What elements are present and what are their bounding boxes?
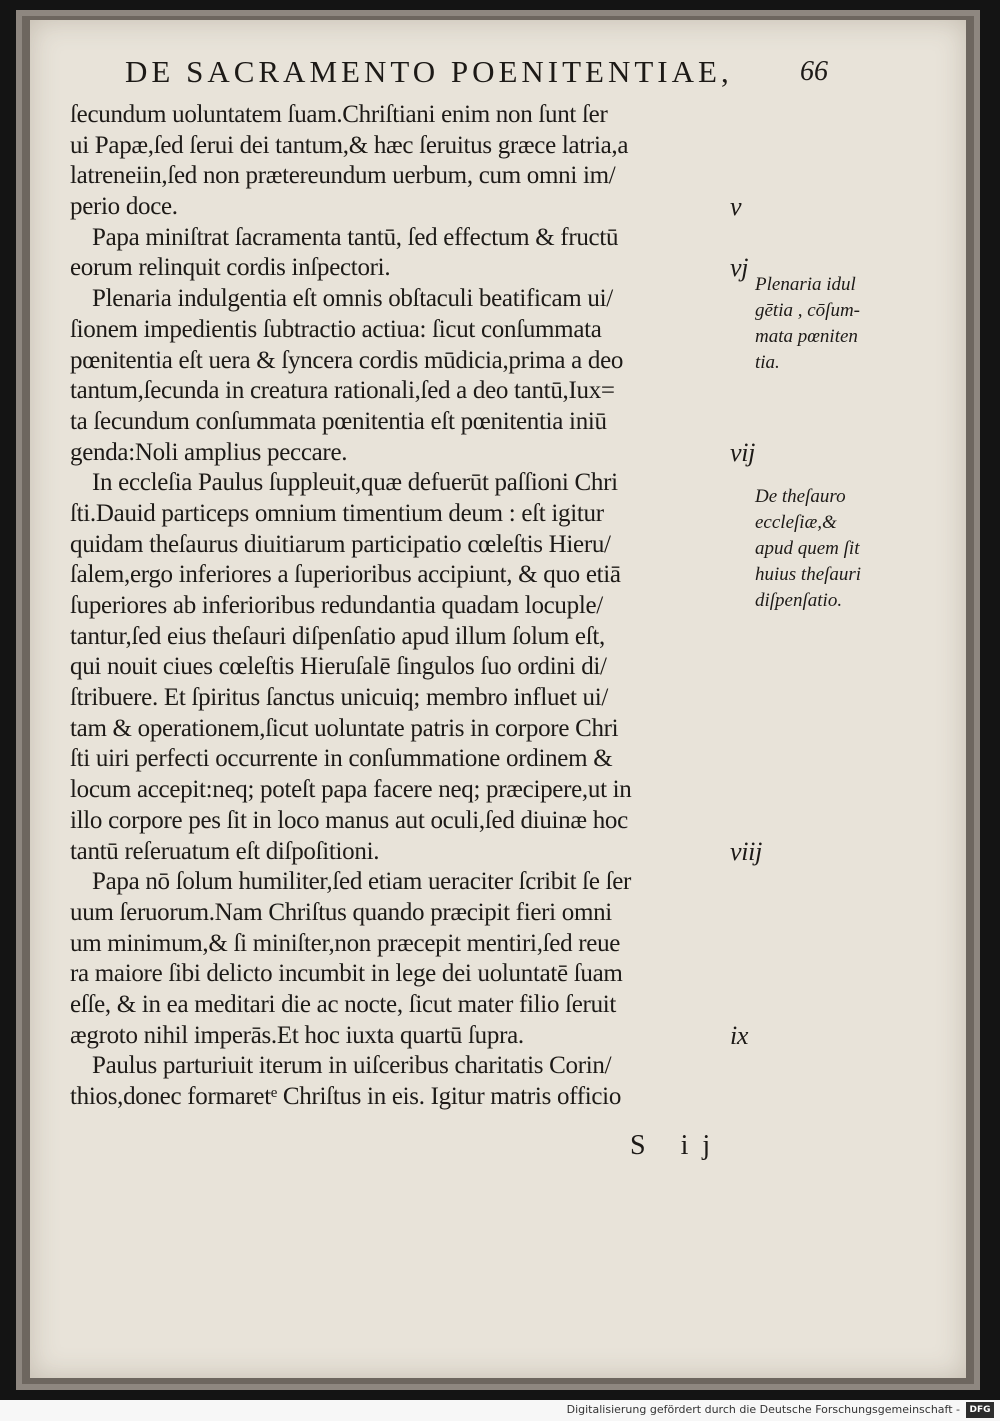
text-line: [70, 223, 790, 254]
text-line: [70, 253, 790, 284]
text-line-content: quidam theſaurus diuitiarum participatio cœleſtis Hieru/: [70, 530, 611, 558]
text-line-content: ſionem impedientis ſubtractio actiua: ſicut conſummata: [70, 315, 602, 343]
section-numeral: viij: [730, 836, 763, 866]
text-line: [70, 837, 790, 868]
text-line-content: thios,donec formaretᵉ Chriſtus in eis. Igitur matris officio: [70, 1083, 622, 1110]
text-line-content: ra maiore ſibi delicto incumbit in lege dei uoluntatē ſuam: [70, 960, 623, 988]
text-line-content: ſtribuere. Et ſpiritus ſanctus unicuiq; membro influet ui/: [70, 684, 609, 712]
text-line-content: tantum,ſecunda in creatura rationali,ſed a deo tantū,Iux=: [70, 377, 615, 405]
text-line: [70, 192, 790, 223]
funding-credit: Digitalisierung gefördert durch die Deutsche Forschungsgemeinschaft -: [566, 1403, 960, 1416]
dfg-logo: DFG: [966, 1402, 994, 1418]
page-number: 66: [800, 56, 828, 87]
marginal-note-thesauro: [755, 484, 895, 614]
text-line-content: tam & operationem,ſicut uoluntate patris in corpore Chri: [70, 714, 619, 742]
text-line: [70, 652, 790, 683]
text-line-content: ſti.Dauid particeps omnium timentium deum : eſt igitur: [70, 499, 604, 527]
text-line: [70, 775, 790, 806]
text-line-content: tantur,ſed eius theſauri diſpenſatio apud illum ſolum eſt,: [70, 622, 605, 650]
marginal-note-line: Plenaria idul: [755, 274, 856, 295]
text-line-content: qui nouit ciues cœleſtis Hieruſalē ſingulos ſuo ordini di/: [70, 653, 607, 681]
marginal-note-line: De theſauro: [755, 486, 846, 507]
text-line: [70, 407, 790, 438]
text-line: [70, 131, 790, 162]
text-line-content: ſuperiores ab inferioribus redundantia quadam locuple/: [70, 592, 603, 619]
text-line-content: um minimum,& ſi miniſter,non præcepit mentiri,ſed reue: [70, 929, 621, 957]
text-line: [70, 591, 790, 622]
footer-bar: [0, 1400, 1000, 1421]
text-line-content: tantū reſeruatum eſt diſpoſitioni.: [70, 837, 380, 865]
text-line-content: ta ſecundum conſummata pœnitentia eſt pœnitentia iniū: [70, 407, 607, 435]
marginal-note-line: huius theſauri: [755, 564, 862, 585]
text-line: [70, 622, 790, 653]
text-line-content: ſecundum uoluntatem ſuam.Chriſtiani enim non ſunt ſer: [70, 101, 608, 128]
text-line: [70, 806, 790, 837]
marginal-note-line: mata pœniten: [755, 326, 858, 347]
text-line-content: Papa nō ſolum humiliter,ſed etiam ueraciter ſcribit ſe ſer: [92, 868, 632, 896]
text-line-content: ſalem,ergo inferiores a ſuperioribus accipiunt, & quo etiā: [70, 561, 621, 589]
text-line-content: Paulus parturiuit iterum in uiſceribus charitatis Corin/: [92, 1052, 612, 1080]
text-line-content: locum accepit:neq; poteſt papa facere neq; præcipere,ut in: [70, 776, 632, 804]
text-line-content: genda:Noli amplius peccare.: [70, 438, 348, 466]
marginal-note-plenaria: [755, 272, 895, 376]
text-line: [70, 100, 790, 131]
marginal-note-line: diſpenſatio.: [755, 590, 843, 611]
text-line: [70, 376, 790, 407]
text-line: [70, 346, 790, 377]
text-line: [70, 284, 790, 315]
text-line-content: pœnitentia eſt uera & ſyncera cordis mūdicia,prima a deo: [70, 346, 624, 374]
text-line-content: In eccleſia Paulus ſuppleuit,quæ defuerūt paſſioni Chri: [92, 469, 618, 497]
marginal-note-line: gētia , cōſum-: [755, 300, 861, 321]
text-line: [70, 898, 790, 929]
text-line: [70, 560, 790, 591]
text-line-content: ſti uiri perfecti occurrente in conſummatione ordinem &: [70, 745, 613, 773]
text-line: [70, 1051, 790, 1082]
text-line-content: ui Papæ,ſed ſerui dei tantum,& hæc ſeruitus græce latria,a: [70, 131, 629, 159]
marginal-note-line: tia.: [755, 352, 780, 373]
text-line-content: illo corpore pes ſit in loco manus aut oculi,ſed diuinæ hoc: [70, 806, 628, 834]
text-line: [70, 867, 790, 898]
marginal-note-line: apud quem ſit: [755, 538, 860, 559]
marginal-note-line: eccleſiæ,&: [755, 512, 837, 533]
text-line-content: eorum relinquit cordis inſpectori.: [70, 254, 391, 282]
section-numeral: ix: [730, 1020, 749, 1050]
text-line: [70, 959, 790, 990]
text-line: [70, 744, 790, 775]
text-line: [70, 683, 790, 714]
body-text: [70, 100, 790, 1113]
section-numeral: vij: [730, 437, 756, 467]
text-line: [70, 990, 790, 1021]
text-line: [70, 714, 790, 745]
text-line: [70, 438, 790, 469]
section-numeral: v: [730, 192, 742, 222]
text-line-content: latreneiin,ſed non prætereundum uerbum, cum omni im/: [70, 162, 616, 190]
text-line: [70, 1082, 790, 1113]
text-line-content: ægroto nihil imperās.Et hoc iuxta quartū ſupra.: [70, 1021, 524, 1049]
signature-mark: S ij: [630, 1130, 725, 1161]
text-line: [70, 315, 790, 346]
text-line: [70, 161, 790, 192]
text-line: [70, 1021, 790, 1052]
text-line-content: uum ſeruorum.Nam Chriſtus quando præcipit fieri omni: [70, 898, 612, 926]
text-line: [70, 499, 790, 530]
text-line: [70, 530, 790, 561]
text-line: [70, 468, 790, 499]
section-numeral: vj: [730, 253, 749, 283]
running-title: DE SACRAMENTO POENITENTIAE,: [125, 54, 733, 89]
text-line: [70, 929, 790, 960]
text-line-content: Papa miniſtrat ſacramenta tantū, ſed effectum & fructū: [92, 223, 619, 251]
text-line-content: Plenaria indulgentia eſt omnis obſtaculi beatificam ui/: [92, 285, 613, 313]
text-line-content: eſſe, & in ea meditari die ac nocte, ſicut mater filio ſeruit: [70, 990, 617, 1018]
book-page: [30, 20, 966, 1378]
text-line-content: perio doce.: [70, 193, 178, 221]
